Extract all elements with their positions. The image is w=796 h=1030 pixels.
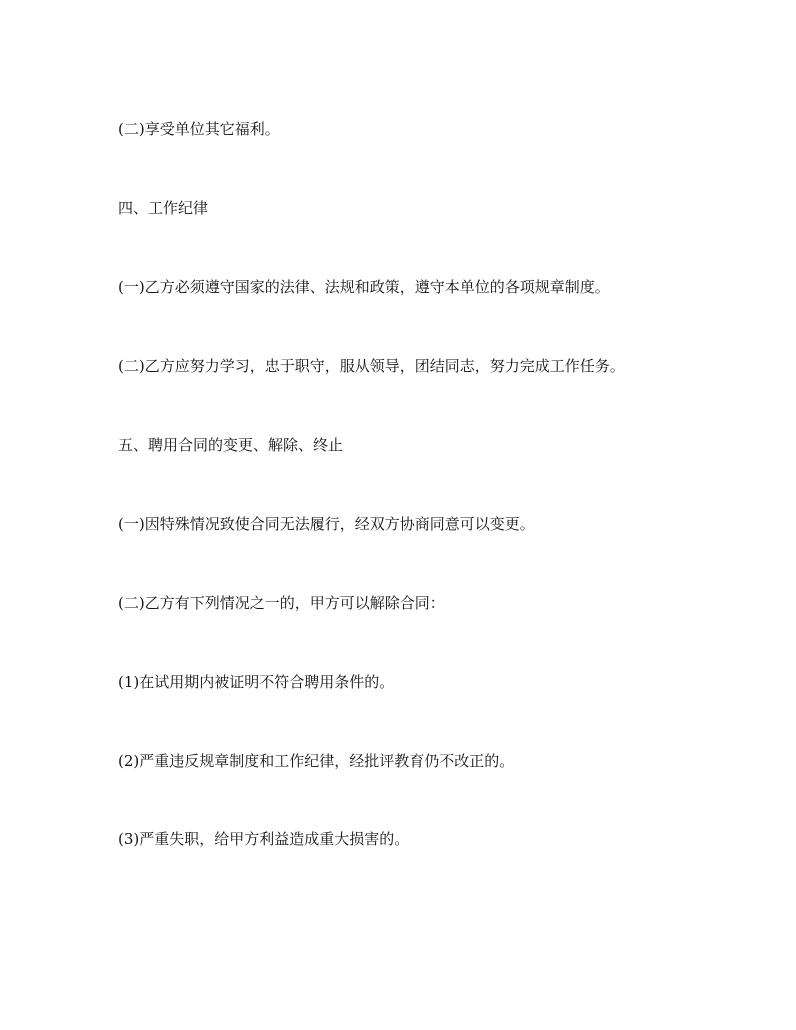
paragraph-contract-change: (一)因特殊情况致使合同无法履行，经双方协商同意可以变更。 bbox=[118, 515, 535, 533]
paragraph-obey-laws: (一)乙方必须遵守国家的法律、法规和政策，遵守本单位的各项规章制度。 bbox=[118, 278, 610, 296]
section-heading-work-discipline: 四、工作纪律 bbox=[118, 199, 209, 217]
list-item-probation: (1)在试用期内被证明不符合聘用条件的。 bbox=[118, 673, 395, 691]
paragraph-other-benefits: (二)享受单位其它福利。 bbox=[118, 120, 280, 138]
paragraph-study-duty: (二)乙方应努力学习，忠于职守，服从领导，团结同志，努力完成工作任务。 bbox=[118, 357, 625, 375]
list-item-negligence: (3)严重失职，给甲方利益造成重大损害的。 bbox=[118, 830, 410, 848]
section-heading-contract-changes: 五、聘用合同的变更、解除、终止 bbox=[118, 436, 344, 454]
list-item-violation: (2)严重违反规章制度和工作纪律，经批评教育仍不改正的。 bbox=[118, 752, 515, 770]
paragraph-termination-conditions: (二)乙方有下列情况之一的，甲方可以解除合同： bbox=[118, 594, 445, 612]
